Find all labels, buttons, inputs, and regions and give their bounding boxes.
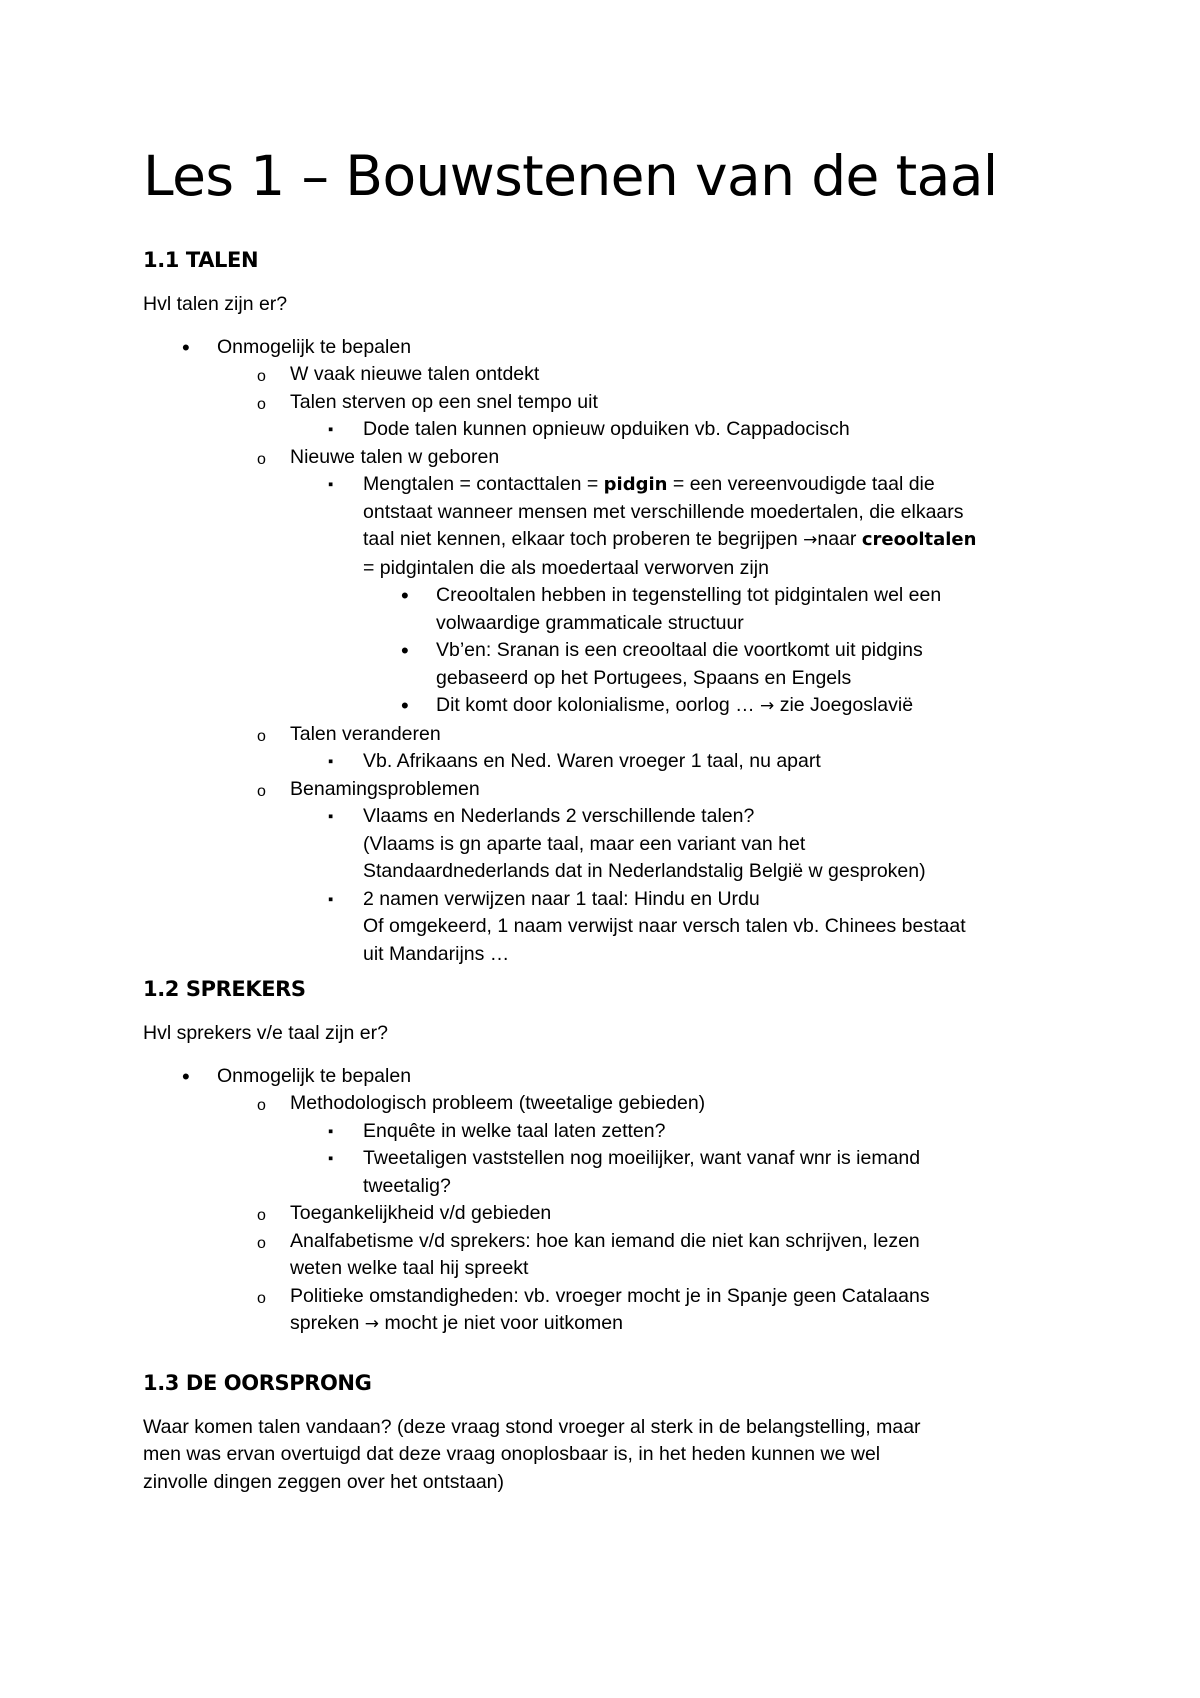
- arrow-icon: →: [760, 696, 775, 716]
- list-item: • Vb’en: Sranan is een creooltaal die voortkomt uit pidgins gebaseerd op het Portugees, Spaans en Engels: [436, 637, 1063, 692]
- list-item: o Nieuwe talen w geboren ▪ Mengtalen = contacttalen = pidgin = een vereenvoudigde taal die ontstaat wanneer mensen met verschillende moedertalen, die elkaars taal niet kennen, elkaar toch proberen te begrijpen →naar creooltalen = pidgintalen die als moedertaal verworven zijn • Creooltalen hebben in tegenstelling tot pidgintalen wel een volwaardige grammaticale structuur • Vb’en: Sranan is een creooltaal die voortkomt uit pidgins gebaseerd op het Portugees, Spaans en Engels • Dit komt door kolonialisme, oorlog … → zie Joegoslavië: [290, 444, 1063, 721]
- list-item: o Talen sterven op een snel tempo uit ▪ Dode talen kunnen opnieuw opduiken vb. Cappadocisch: [290, 389, 1063, 444]
- list-item: ▪ Dode talen kunnen opnieuw opduiken vb. Cappadocisch: [363, 416, 1063, 444]
- list-item: ▪ Mengtalen = contacttalen = pidgin = een vereenvoudigde taal die ontstaat wanneer mensen met verschillende moedertalen, die elkaars taal niet kennen, elkaar toch proberen te begrijpen →naar creooltalen = pidgintalen die als moedertaal verworven zijn • Creooltalen hebben in tegenstelling tot pidgintalen wel een volwaardige grammaticale structuur • Vb’en: Sranan is een creooltaal die voortkomt uit pidgins gebaseerd op het Portugees, Spaans en Engels • Dit komt door kolonialisme, oorlog … → zie Joegoslavië: [363, 471, 1063, 721]
- question-sprekers: Hvl sprekers v/e taal zijn er?: [143, 1022, 388, 1044]
- list-item: ▪ Enquête in welke taal laten zetten?: [363, 1118, 1063, 1146]
- list-item: o W vaak nieuwe talen ontdekt: [290, 361, 1063, 389]
- list-item: ▪ 2 namen verwijzen naar 1 taal: Hindu en Urdu Of omgekeerd, 1 naam verwijst naar versch talen vb. Chinees bestaat uit Mandarijns …: [363, 886, 1063, 969]
- section-heading-oorsprong: 1.3 DE OORSPRONG: [143, 1370, 372, 1395]
- question-talen: Hvl talen zijn er?: [143, 293, 288, 315]
- list-item: • Onmogelijk te bepalen o Methodologisch probleem (tweetalige gebieden) ▪ Enquête in welke taal laten zetten? ▪ Tweetaligen vaststellen nog moeilijker, want vanaf wnr is iemand tweetalig? o Toegankelijkheid v/d gebieden o Analfabetisme v/d sprekers: hoe kan iemand die niet kan schrijven, lezen weten welke taal hij spreekt o Politieke omstandigheden: vb. vroeger mocht je in Spanje geen Catalaans spreken → mocht je niet voor uitkomen: [217, 1063, 1063, 1339]
- list-item: o Toegankelijkheid v/d gebieden: [290, 1200, 1063, 1228]
- section-heading-talen: 1.1 TALEN: [143, 248, 259, 272]
- list-item: ▪ Vlaams en Nederlands 2 verschillende talen? (Vlaams is gn aparte taal, maar een variant van het Standaardnederlands dat in Nederlandstalig België w gesproken): [363, 803, 1063, 886]
- paragraph-oorsprong: Waar komen talen vandaan? (deze vraag stond vroeger al sterk in de belangstelling, maar men was ervan overtuigd dat deze vraag onoplosbaar is, in het heden kunnen we wel zinvolle dingen zeggen over het ontstaan): [143, 1415, 921, 1493]
- list-item: o Analfabetisme v/d sprekers: hoe kan iemand die niet kan schrijven, lezen weten welke taal hij spreekt: [290, 1228, 1063, 1283]
- list-item: o Politieke omstandigheden: vb. vroeger mocht je in Spanje geen Catalaans spreken → mocht je niet voor uitkomen: [290, 1283, 1063, 1339]
- list-item: ▪ Vb. Afrikaans en Ned. Waren vroeger 1 taal, nu apart: [363, 748, 1063, 776]
- arrow-icon: →: [803, 530, 818, 550]
- bullet-list-sprekers: [143, 1063, 1063, 1339]
- page-title: Les 1 – Bouwstenen van de taal: [143, 144, 998, 208]
- list-item: ▪ Tweetaligen vaststellen nog moeilijker, want vanaf wnr is iemand tweetalig?: [363, 1145, 1063, 1200]
- document-page: [143, 135, 1063, 1496]
- list-item: o Benamingsproblemen ▪ Vlaams en Nederlands 2 verschillende talen? (Vlaams is gn aparte taal, maar een variant van het Standaardnederlands dat in Nederlandstalig België w gesproken) ▪ 2 namen verwijzen naar 1 taal: Hindu en Urdu Of omgekeerd, 1 naam verwijst naar versch talen vb. Chinees bestaat uit Mandarijns …: [290, 776, 1063, 969]
- term-creooltalen: creooltalen: [861, 529, 977, 550]
- list-item: • Dit komt door kolonialisme, oorlog … → zie Joegoslavië: [436, 692, 1063, 721]
- arrow-icon: →: [364, 1314, 380, 1334]
- list-item: o Methodologisch probleem (tweetalige gebieden) ▪ Enquête in welke taal laten zetten? ▪ Tweetaligen vaststellen nog moeilijker, want vanaf wnr is iemand tweetalig?: [290, 1090, 1063, 1200]
- list-item: • Creooltalen hebben in tegenstelling tot pidgintalen wel een volwaardige grammaticale structuur: [436, 582, 1063, 637]
- term-pidgin: pidgin: [603, 474, 668, 495]
- section-heading-sprekers: 1.2 SPREKERS: [143, 977, 306, 1001]
- bullet-list-talen: [143, 334, 1063, 969]
- list-item: o Talen veranderen ▪ Vb. Afrikaans en Ned. Waren vroeger 1 taal, nu apart: [290, 721, 1063, 776]
- list-item: • Onmogelijk te bepalen o W vaak nieuwe talen ontdekt o Talen sterven op een snel tempo uit ▪ Dode talen kunnen opnieuw opduiken vb. Cappadocisch o Nieuwe talen w geboren ▪ Mengtalen = contacttalen = pidgin = een vereenvoudigde taal die ontstaat wanneer mensen met verschillende moedertalen, die elkaars taal niet kennen, elkaar toch proberen te begrijpen →naar creooltalen = pidgintalen die als moedertaal verworven zijn • Creooltalen hebben in tegenstelling tot pidgintalen wel een volwaardige grammaticale structuur • Vb’en: Sranan is een creooltaal die voortkomt uit pidgins gebaseerd op het Portugees, Spaans en Engels • Dit komt door kolonialisme, oorlog … → zie Joegoslavië o Talen veranderen ▪ Vb. Afrikaans en Ned. Waren vroeger 1 taal, nu apart o Benamingsproblemen ▪ Vlaams en Nederlands 2 verschillende talen? (Vlaams is gn aparte taal, maar een variant van het Standaardnederlands dat in Nederlandstalig België w gesproken) ▪ 2 namen verwijzen naar 1 taal: Hindu en Urdu Of omgekeerd, 1 naam verwijst naar versch talen vb. Chinees bestaat uit Mandarijns …: [217, 334, 1063, 969]
